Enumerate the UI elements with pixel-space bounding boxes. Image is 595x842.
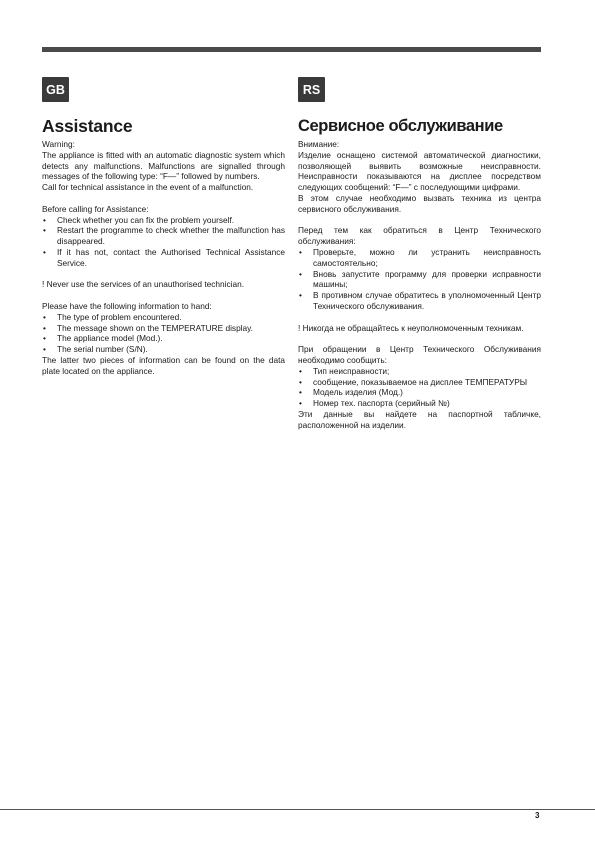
warning-text-gb: The appliance is fitted with an automatic diagnostic system which detects any malfunctions. Malfunctions are signalled through messages of the following type: “F—” followed by numbers. — [42, 149, 285, 182]
never-note-rs: ! Никогда не обращайтесь к неуполномоченным техникам. — [298, 322, 524, 333]
language-badge-rs: RS — [298, 77, 325, 102]
latter-text-gb: The latter two pieces of information can be found on the data plate located on the appliance. — [42, 354, 285, 376]
info-label-rs: При обращении в Центр Технического Обслуживания необходимо сообщить: — [298, 344, 541, 365]
never-note-gb: ! Never use the services of an unauthorised technician. — [42, 279, 245, 290]
latter-text-rs: Эти данные вы найдете на паспортной табличке, расположенной на изделии. — [298, 408, 541, 430]
column-gb — [42, 116, 285, 377]
before-list-rs — [298, 247, 541, 312]
list-item: • Номер тех. паспорта (серийный №) — [298, 398, 541, 409]
list-item: • The serial number (S/N). — [42, 344, 285, 355]
call-text-rs: В этом случае необходимо вызвать техника из центра сервисного обслуживания. — [298, 192, 541, 214]
list-item: • Вновь запустите программу для проверки исправности машины; — [298, 269, 541, 291]
page-number: 3 — [535, 811, 540, 820]
warning-label-rs: Внимание: — [298, 139, 340, 149]
warning-text-rs: Изделие оснащено системой автоматической диагностики, позволяющей выявить возможные неисправности. Неисправности показываются на дисплее посредством следующих сообщений: “F—” с последующими цифрами. — [298, 149, 541, 193]
info-list-rs — [298, 366, 541, 409]
info-label-gb: Please have the following information to hand: — [42, 300, 212, 311]
list-item: • В противном случае обратитесь в уполномоченный Центр Технического обслуживания. — [298, 290, 541, 312]
list-item: • Restart the programme to check whether the malfunction has disappeared. — [42, 225, 285, 247]
call-text-gb: Call for technical assistance in the event of a malfunction. — [42, 182, 254, 193]
before-label-gb: Before calling for Assistance: — [42, 203, 149, 214]
language-badge-gb: GB — [42, 77, 69, 102]
list-item: • If it has not, contact the Authorised Technical Assistance Service. — [42, 247, 285, 269]
top-rule — [42, 47, 541, 52]
info-list-gb — [42, 312, 285, 355]
warning-label-gb: Warning: — [42, 139, 75, 149]
list-item: • Тип неисправности; — [298, 366, 541, 377]
bottom-rule — [0, 809, 595, 810]
list-item: • Проверьте, можно ли устранить неисправность самостоятельно; — [298, 247, 541, 269]
list-item: • Модель изделия (Мод.) — [298, 387, 541, 398]
list-item: • Check whether you can fix the problem yourself. — [42, 215, 285, 226]
list-item: • The message shown on the TEMPERATURE display. — [42, 323, 285, 334]
list-item: • сообщение, показываемое на дисплее ТЕМПЕРАТУРЫ — [298, 377, 541, 388]
before-list-gb — [42, 215, 285, 269]
list-item: • The type of problem encountered. — [42, 312, 285, 323]
before-label-rs: Перед тем как обратиться в Центр Технического обслуживания: — [298, 225, 541, 247]
list-item: • The appliance model (Mod.). — [42, 333, 285, 344]
section-title-rs: Сервисное обслуживание — [298, 117, 503, 135]
column-rs — [298, 116, 541, 431]
section-title-gb: Assistance — [42, 116, 133, 136]
